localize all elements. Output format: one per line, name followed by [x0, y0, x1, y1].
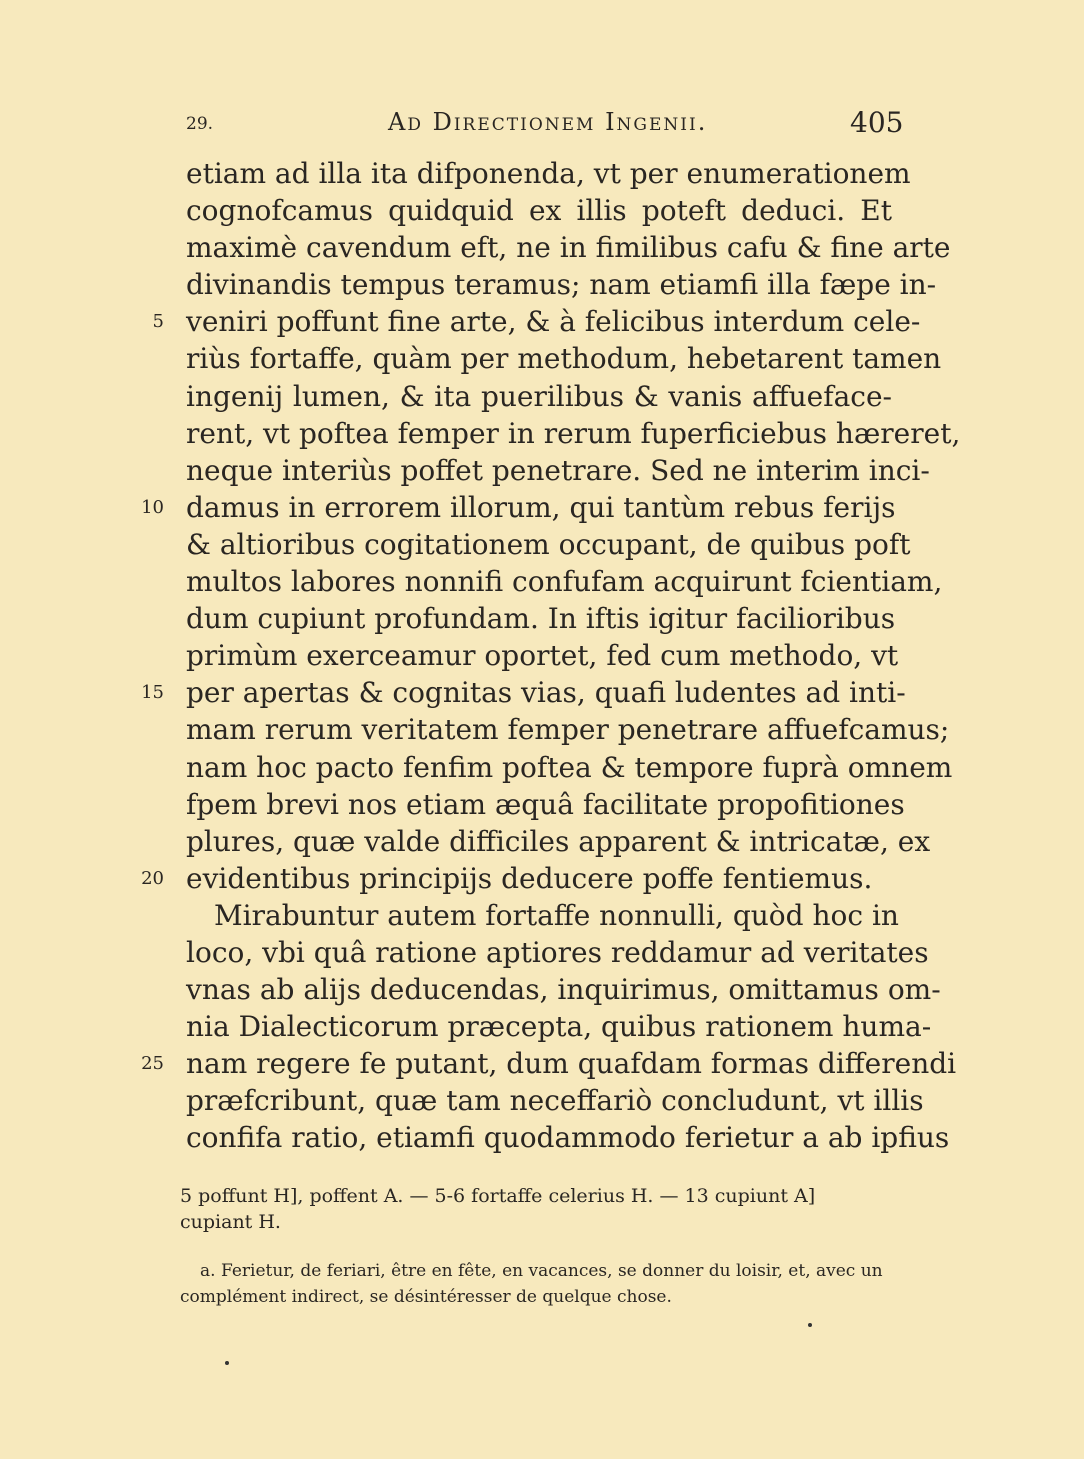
text-line	[0, 600, 1084, 637]
line-text: Mirabuntur autem fortaffe nonnulli, quòd hoc in	[214, 898, 899, 932]
text-line	[0, 1045, 1084, 1082]
line-text: dum cupiunt profundam. In iftis igitur facilioribus	[186, 602, 896, 636]
line-text: evidentibus principijs deducere poffe fentiemus.	[186, 861, 873, 895]
text-line	[0, 860, 1084, 897]
line-text: per apertas & cognitas vias, quafi ludentes ad inti-	[186, 676, 906, 710]
text-line	[0, 823, 1084, 860]
line-text: riùs fortaffe, quàm per methodum, hebetarent tamen	[186, 342, 942, 376]
line-text: confifa ratio, etiamfi quodammodo ferietur a ab ipfius	[186, 1121, 950, 1155]
footnote-label: a.	[200, 1261, 216, 1281]
line-text: rent, vt poftea femper in rerum fuperficiebus hæreret,	[186, 416, 961, 450]
variant-notes: 5 poffunt H], poffent A. — 5-6 fortaffe celerius H. — 13 cupiunt A] cupiant H.	[180, 1185, 816, 1233]
line-text: maximè cavendum eft, ne in fimilibus cafu & fine arte	[186, 231, 951, 265]
text-line	[0, 674, 1084, 711]
text-line	[0, 637, 1084, 674]
text-line	[0, 711, 1084, 748]
line-text: cognofcamus quidquid ex illis poteft deduci. Et	[186, 194, 892, 228]
text-line	[0, 340, 1084, 377]
line-text: damus in errorem illorum, qui tantùm rebus ferijs	[186, 490, 896, 524]
line-number: 20	[141, 867, 164, 889]
line-number: 25	[141, 1053, 164, 1075]
text-line	[0, 526, 1084, 563]
line-text: divinandis tempus teramus; nam etiamfi illa fæpe in-	[186, 268, 937, 302]
section-number: 29.	[186, 114, 214, 134]
footnote	[180, 1258, 890, 1310]
page-number: 405	[850, 106, 904, 139]
text-line	[0, 378, 1084, 415]
line-text: mam rerum veritatem femper penetrare affuefcamus;	[186, 713, 950, 747]
line-number: 10	[141, 496, 164, 518]
line-number: 15	[141, 682, 164, 704]
line-text: præfcribunt, quæ tam neceffariò concludunt, vt illis	[186, 1084, 924, 1118]
line-text: & altioribus cogitationem occupant, de quibus poft	[186, 527, 911, 561]
text-line	[0, 971, 1084, 1008]
line-number: 5	[152, 311, 164, 333]
line-text: nia Dialecticorum præcepta, quibus rationem huma-	[186, 1010, 932, 1044]
running-title: Ad Directionem Ingenii.	[388, 108, 708, 136]
line-text: etiam ad illa ita difponenda, vt per enumerationem	[186, 157, 911, 190]
text-line	[0, 786, 1084, 823]
text-line	[0, 303, 1084, 340]
print-speck	[225, 1361, 229, 1365]
text-line	[0, 415, 1084, 452]
line-text: multos labores nonnifi confufam acquirunt fcientiam,	[186, 565, 943, 599]
text-line	[0, 1119, 1084, 1156]
line-text: fpem brevi nos etiam æquâ facilitate propofitiones	[186, 787, 905, 821]
text-line	[0, 489, 1084, 526]
text-line	[0, 192, 1084, 229]
line-text: ingenij lumen, & ita puerilibus & vanis affuefacе-	[186, 379, 892, 413]
text-line	[0, 563, 1084, 600]
text-line	[0, 452, 1084, 489]
line-text: primùm exerceamur oportet, fed cum methodo, vt	[186, 639, 899, 673]
text-line	[0, 1082, 1084, 1119]
text-line	[0, 934, 1084, 971]
text-line	[0, 897, 1084, 934]
text-line	[0, 266, 1084, 303]
text-line	[0, 155, 1084, 192]
text-line	[0, 1008, 1084, 1045]
line-text: vnas ab alijs deducendas, inquirimus, omittamus om-	[186, 973, 941, 1007]
line-text: nam regere fe putant, dum quafdam formas differendi	[186, 1047, 957, 1081]
main-text	[0, 155, 1084, 1157]
print-speck	[808, 1323, 812, 1327]
text-line	[0, 229, 1084, 266]
line-text: neque interiùs poffet penetrare. Sed ne interim inci-	[186, 453, 930, 487]
text-line	[0, 749, 1084, 786]
line-text: loco, vbi quâ ratione aptiores reddamur ad veritates	[186, 935, 929, 969]
line-text: plures, quæ valde difficiles apparent & intricatæ, ex	[186, 824, 931, 858]
line-text: nam hoc pacto fenfim poftea & tempore fuprà omnem	[186, 750, 953, 784]
line-text: veniri poffunt fine arte, & à felicibus interdum cele-	[186, 305, 921, 339]
footnote-text: Ferietur, de feriari, être en fête, en vacances, se donner du loisir, et, avec un complément indirect, se désintéresser de quelque chose.	[180, 1261, 883, 1307]
